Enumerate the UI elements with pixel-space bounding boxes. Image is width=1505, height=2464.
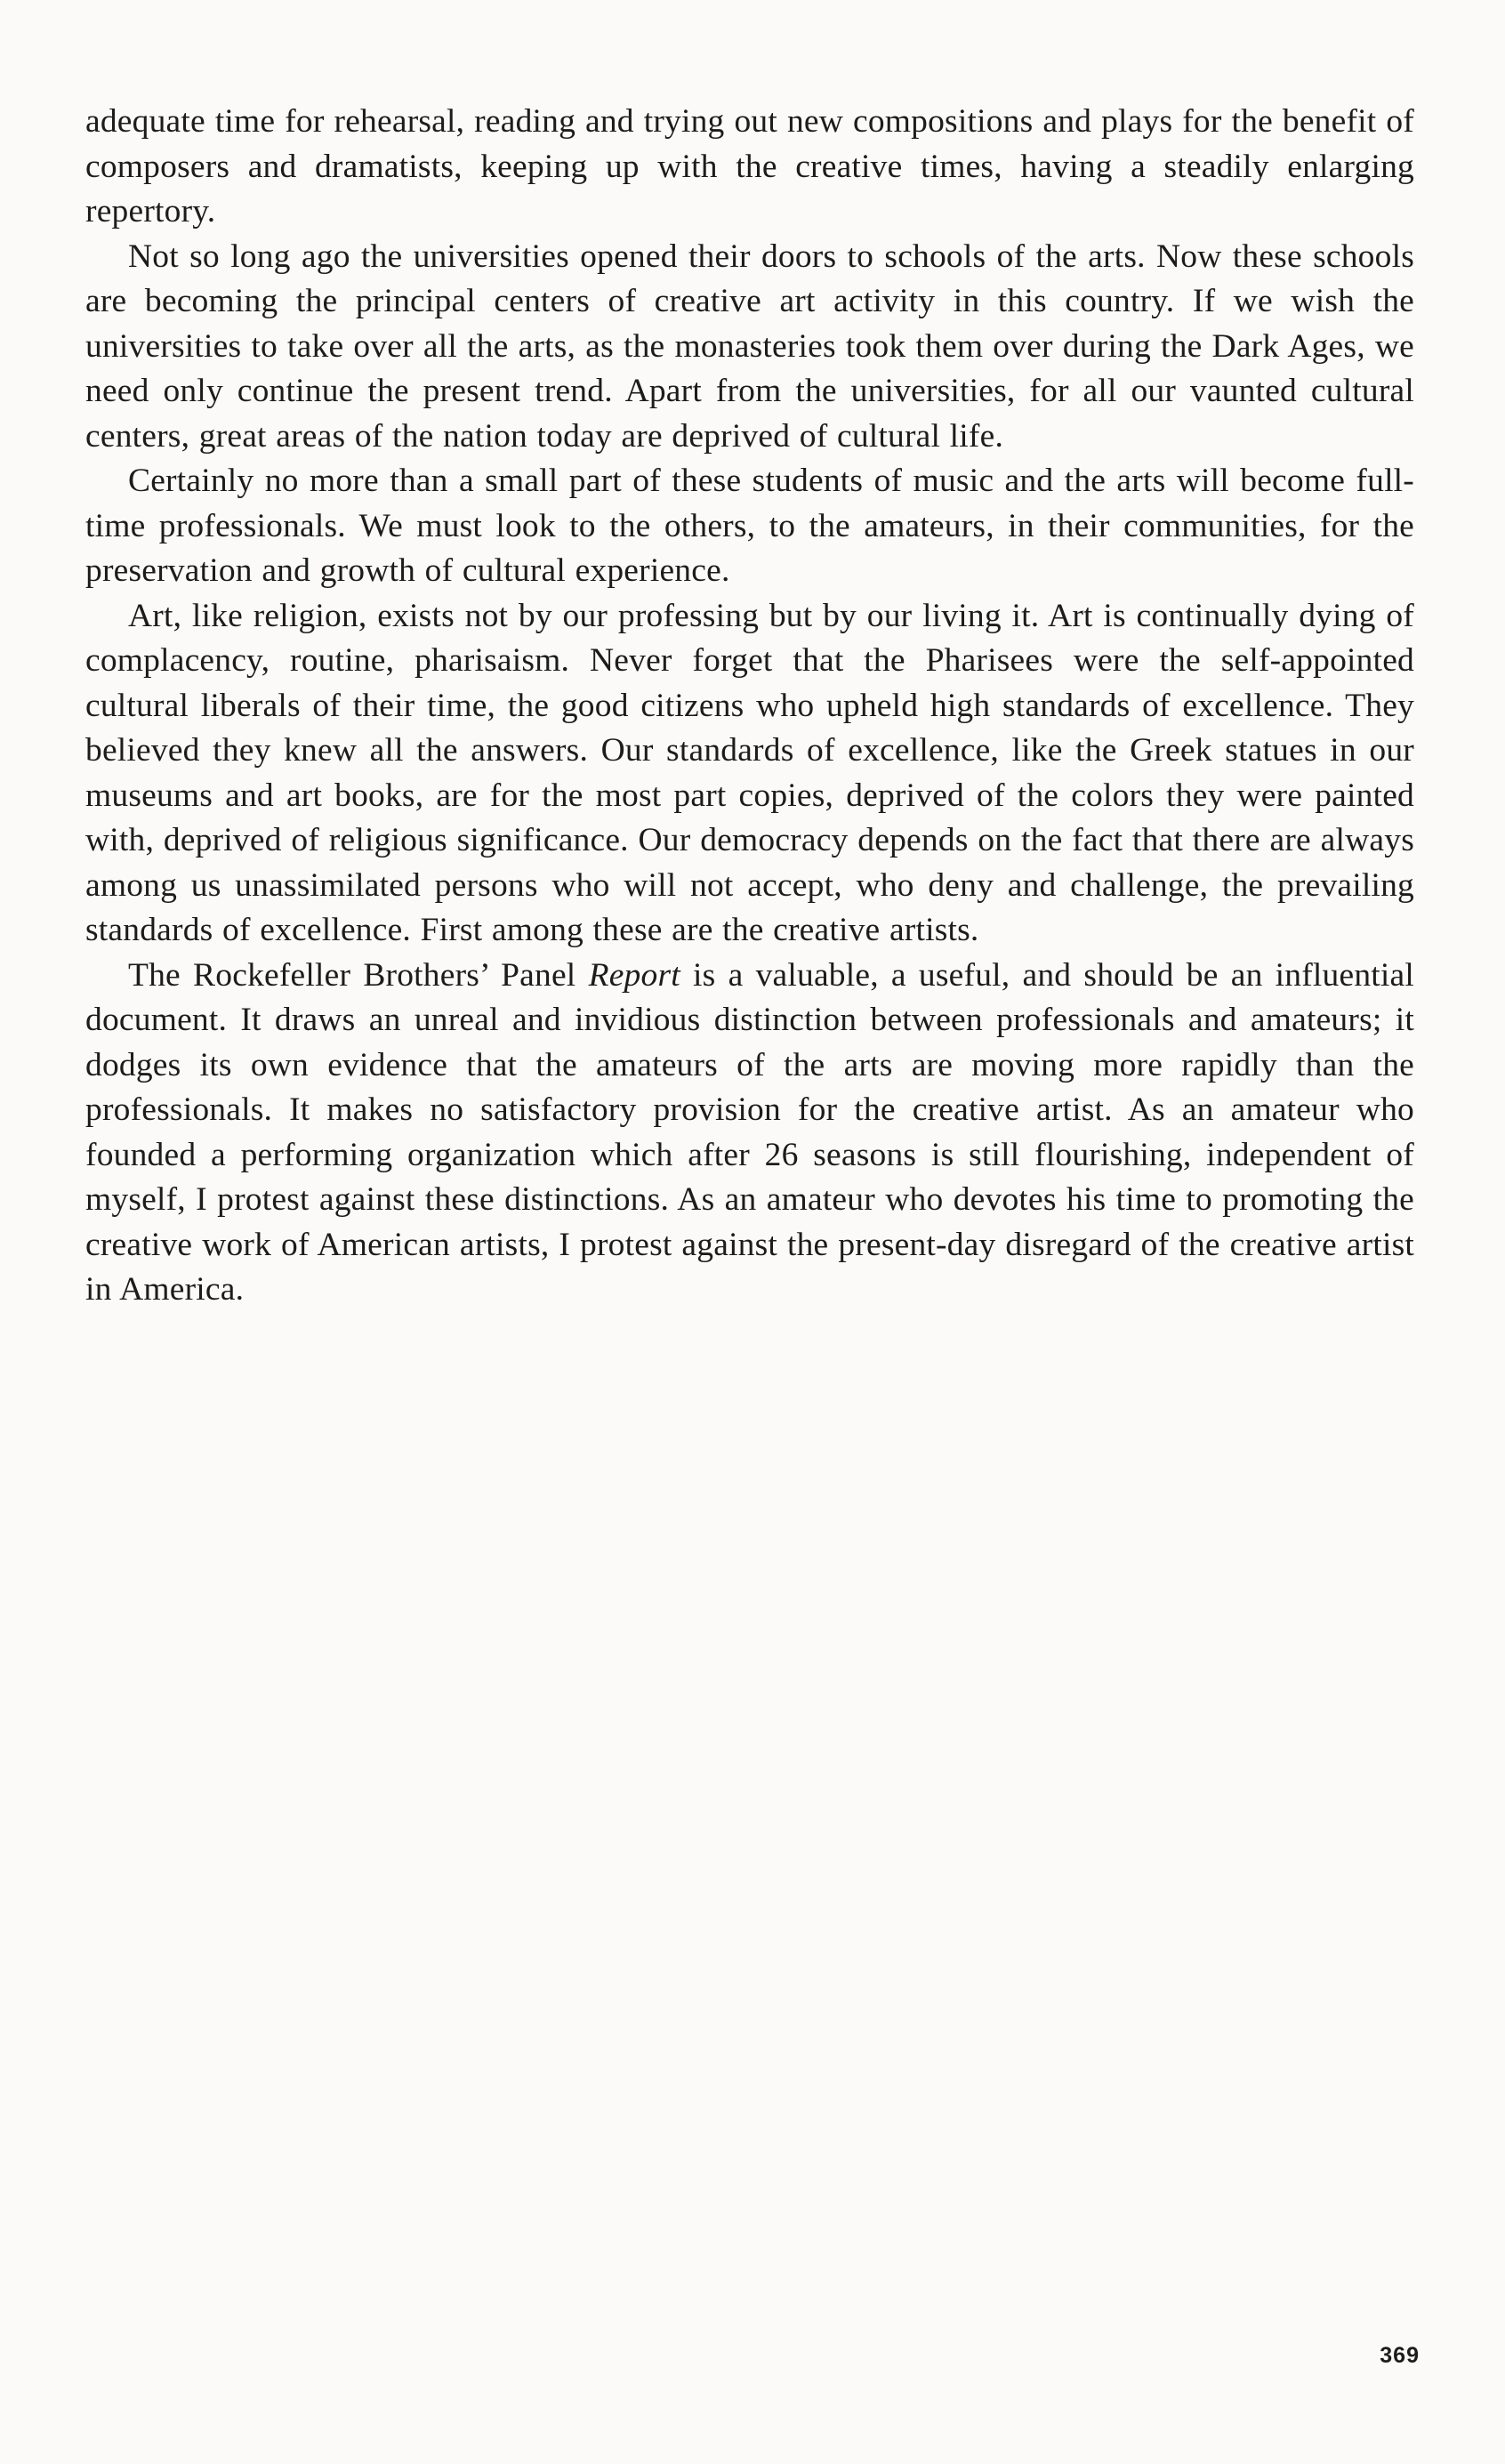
paragraph-2 [85, 235, 1414, 460]
paragraph-3-text: Certainly no more than a small part of these students of music and the arts will become full-time professionals. We must look to the others, to the amateurs, in their communities, for the preservation and growth of cultural experience. [85, 463, 1414, 589]
report-title-italic: Report [588, 956, 680, 994]
paragraph-4 [85, 594, 1414, 954]
paragraph-5-text-start: The Rockefeller Brothers’ Panel [128, 956, 589, 994]
paragraph-1 [85, 100, 1414, 235]
paragraph-5-text-rest: is a valuable, a useful, and should be an influential document. It draws an unreal and invidious distinction between professionals and amateurs; it dodges its own evidence that the amateurs of the arts are moving more rapidly than the professionals. It makes no satisfactory provision for the creative artist. As an amateur who founded a performing organization which after 26 seasons is still flourishing, independent of myself, I protest against these distinctions. As an amateur who devotes his time to promoting the creative work of American artists, I protest against the present-day disregard of the creative artist in America. [85, 956, 1414, 1308]
paragraph-4-text: Art, like religion, exists not by our professing but by our living it. Art is continually dying of complacency, routine, pharisaism. Never forget that the Pharisees were the self-appointed cultural liberals of their time, the good citizens who upheld high standards of excellence. They believed they knew all the answers. Our standards of excellence, like the Greek statues in our museums and art books, are for the most part copies, deprived of the colors they were painted with, deprived of religious significance. Our democracy depends on the fact that there are always among us unassimilated persons who will not accept, who deny and challenge, the prevailing standards of excellence. First among these are the creative artists. [85, 597, 1414, 948]
paragraph-3 [85, 459, 1414, 594]
paragraph-2-text: Not so long ago the universities opened their doors to schools of the arts. Now these schools are becoming the principal centers of creative art activity in this country. If we wish the universities to take over all the arts, as the monasteries took them over during the Dark Ages, we need only continue the present trend. Apart from the universities, for all our vaunted cultural centers, great areas of the nation today are deprived of cultural life. [85, 238, 1414, 455]
paragraph-1-text: adequate time for rehearsal, reading and trying out new compositions and plays for the benefit of composers and dramatists, keeping up with the creative times, having a steadily enlarging repertory. [85, 103, 1414, 229]
paragraph-5 [85, 954, 1414, 1313]
body-text [85, 100, 1414, 1313]
page-number: 369 [1380, 2343, 1420, 2368]
